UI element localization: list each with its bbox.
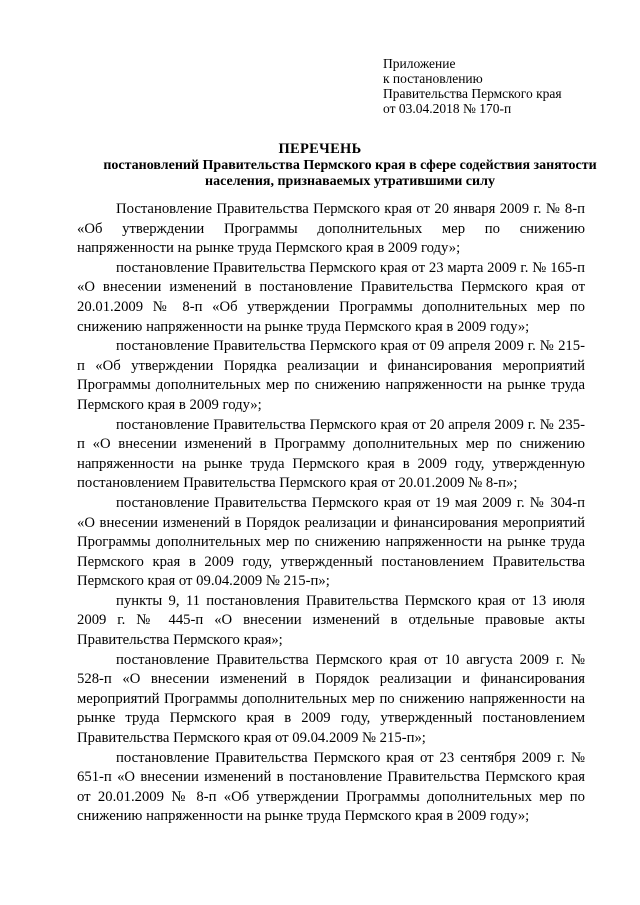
list-item: постановление Правительства Пермского края от 19 мая 2009 г. № 304-п «О внесении изменений в Порядок реализации и финансирования мероприятий Программы дополнительных мер по снижению напряженности на рынке труда Пермского края в 2009 году, утвержденный постановлением Правительства Пермского края от 09.04.2009 № 215-п»; (77, 494, 585, 590)
appendix-note (383, 56, 562, 116)
list-item: постановление Правительства Пермского края от 20 апреля 2009 г. № 235-п «О внесении изменений в Программу дополнительных мер по снижению напряженности на рынке труда Пермского края в 2009 году, утвержденную постановлением Правительства Пермского края от 20.01.2009 № 8-п»; (77, 416, 585, 492)
list-item: Постановление Правительства Пермского края от 20 января 2009 г. № 8-п «Об утверждении Программы дополнительных мер по снижению напряженности на рынке труда Пермского края в 2009 году»; (77, 201, 585, 257)
appendix-line: к постановлению (383, 71, 483, 86)
appendix-line: Приложение (383, 56, 456, 71)
appendix-line: Правительства Пермского края (383, 86, 562, 101)
list-item: пункты 9, 11 постановления Правительства Пермского края от 13 июля 2009 г. № 445-п «О внесении изменений в отдельные правовые акты Правительства Пермского края»; (77, 592, 585, 649)
list-item: постановление Правительства Пермского края от 23 сентября 2009 г. № 651-п «О внесении изменений в постановление Правительства Пермского края от 20.01.2009 № 8-п «Об утверждении Программы дополнительных мер по снижению напряженности на рынке труда Пермского края в 2009 году»; (77, 749, 585, 825)
document-body (77, 200, 585, 827)
list-item: постановление Правительства Пермского края от 09 апреля 2009 г. № 215-п «Об утверждении Порядка реализации и финансирования мероприятий Программы дополнительных мер по снижению напряженности на рынке труда Пермского края в 2009 году»; (77, 338, 585, 413)
document-subtitle: постановлений Правительства Пермского края в сфере содействия занятости населения, признаваемых утратившими силу (103, 158, 597, 189)
list-item: постановление Правительства Пермского края от 10 августа 2009 г. № 528-п «О внесении изменений в Порядок реализации и финансирования мероприятий Программы дополнительных мер по снижению напряженности на рынке труда Пермского края в 2009 году, утвержденный постановлением Правительства Пермского края от 09.04.2009 № 215-п»; (77, 651, 585, 747)
list-item: постановление Правительства Пермского края от 23 марта 2009 г. № 165-п «О внесении изменений в постановление Правительства Пермского края от 20.01.2009 № 8-п «Об утверждении Программы дополнительных мер по снижению напряженности на рынке труда Пермского края в 2009 году»; (77, 259, 585, 335)
document-title: ПЕРЕЧЕНЬ (278, 141, 362, 157)
appendix-line: от 03.04.2018 № 170-п (383, 101, 512, 116)
